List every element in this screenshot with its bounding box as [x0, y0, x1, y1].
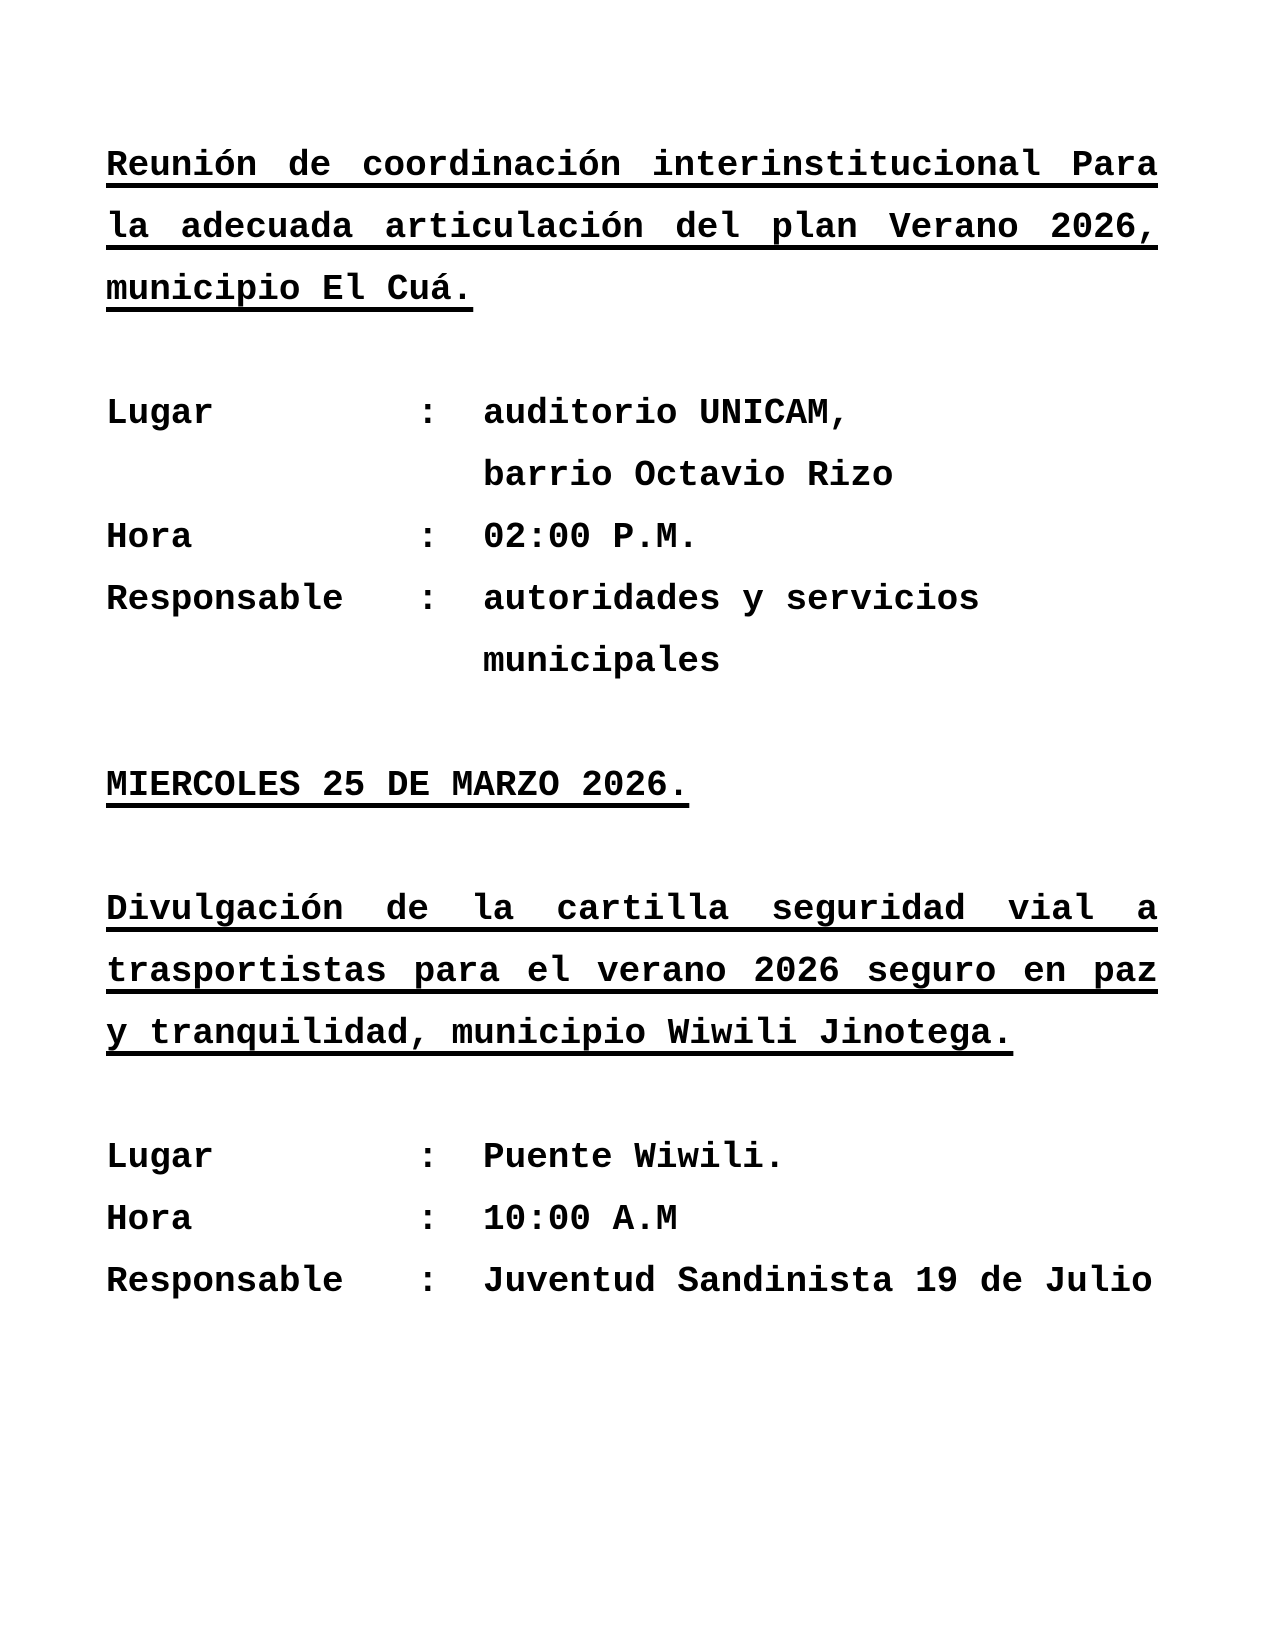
detail-label: Lugar	[106, 1137, 215, 1178]
detail-value	[483, 1189, 1158, 1251]
detail-value	[483, 1127, 1158, 1189]
detail-label: Lugar	[106, 393, 215, 434]
event1-details	[106, 383, 1158, 693]
detail-row-responsable	[106, 569, 1158, 693]
detail-value-line: 02:00 P.M.	[483, 517, 700, 558]
detail-separator: :	[417, 517, 439, 558]
detail-separator: :	[417, 1261, 439, 1302]
detail-row-hora	[106, 1189, 1158, 1251]
detail-value	[483, 1251, 1158, 1313]
detail-label: Hora	[106, 517, 193, 558]
detail-label: Hora	[106, 1199, 193, 1240]
detail-separator: :	[417, 579, 439, 620]
detail-value-line: autoridades y servicios	[483, 579, 980, 620]
detail-row-responsable	[106, 1251, 1158, 1313]
event2-details	[106, 1127, 1158, 1313]
event2-title: Divulgación de la cartilla seguridad vial a trasportistas para el verano 2026 seguro en paz y tranquilidad, municipio Wiwili Jinotega.	[106, 889, 1158, 1054]
detail-value-line: Juventud Sandinista 19 de Julio	[483, 1261, 1153, 1302]
detail-row-lugar	[106, 383, 1158, 507]
detail-value-line: Puente Wiwili.	[483, 1137, 786, 1178]
event1-title: Reunión de coordinación interinstitucional Para la adecuada articulación del plan Verano 2026, municipio El Cuá.	[106, 145, 1158, 310]
detail-value	[483, 383, 1158, 507]
detail-row-hora	[106, 507, 1158, 569]
detail-value-line: municipales	[483, 641, 721, 682]
detail-row-lugar	[106, 1127, 1158, 1189]
detail-separator: :	[417, 1199, 439, 1240]
document-body	[106, 135, 1158, 1313]
detail-separator: :	[417, 393, 439, 434]
date-heading: MIERCOLES 25 DE MARZO 2026.	[106, 765, 690, 806]
detail-value-line: auditorio UNICAM,	[483, 393, 851, 434]
detail-value-line: barrio Octavio Rizo	[483, 455, 894, 496]
detail-separator: :	[417, 1137, 439, 1178]
detail-value	[483, 569, 1158, 693]
detail-value	[483, 507, 1158, 569]
detail-label: Responsable	[106, 1261, 344, 1302]
detail-label: Responsable	[106, 579, 344, 620]
detail-value-line: 10:00 A.M	[483, 1199, 678, 1240]
